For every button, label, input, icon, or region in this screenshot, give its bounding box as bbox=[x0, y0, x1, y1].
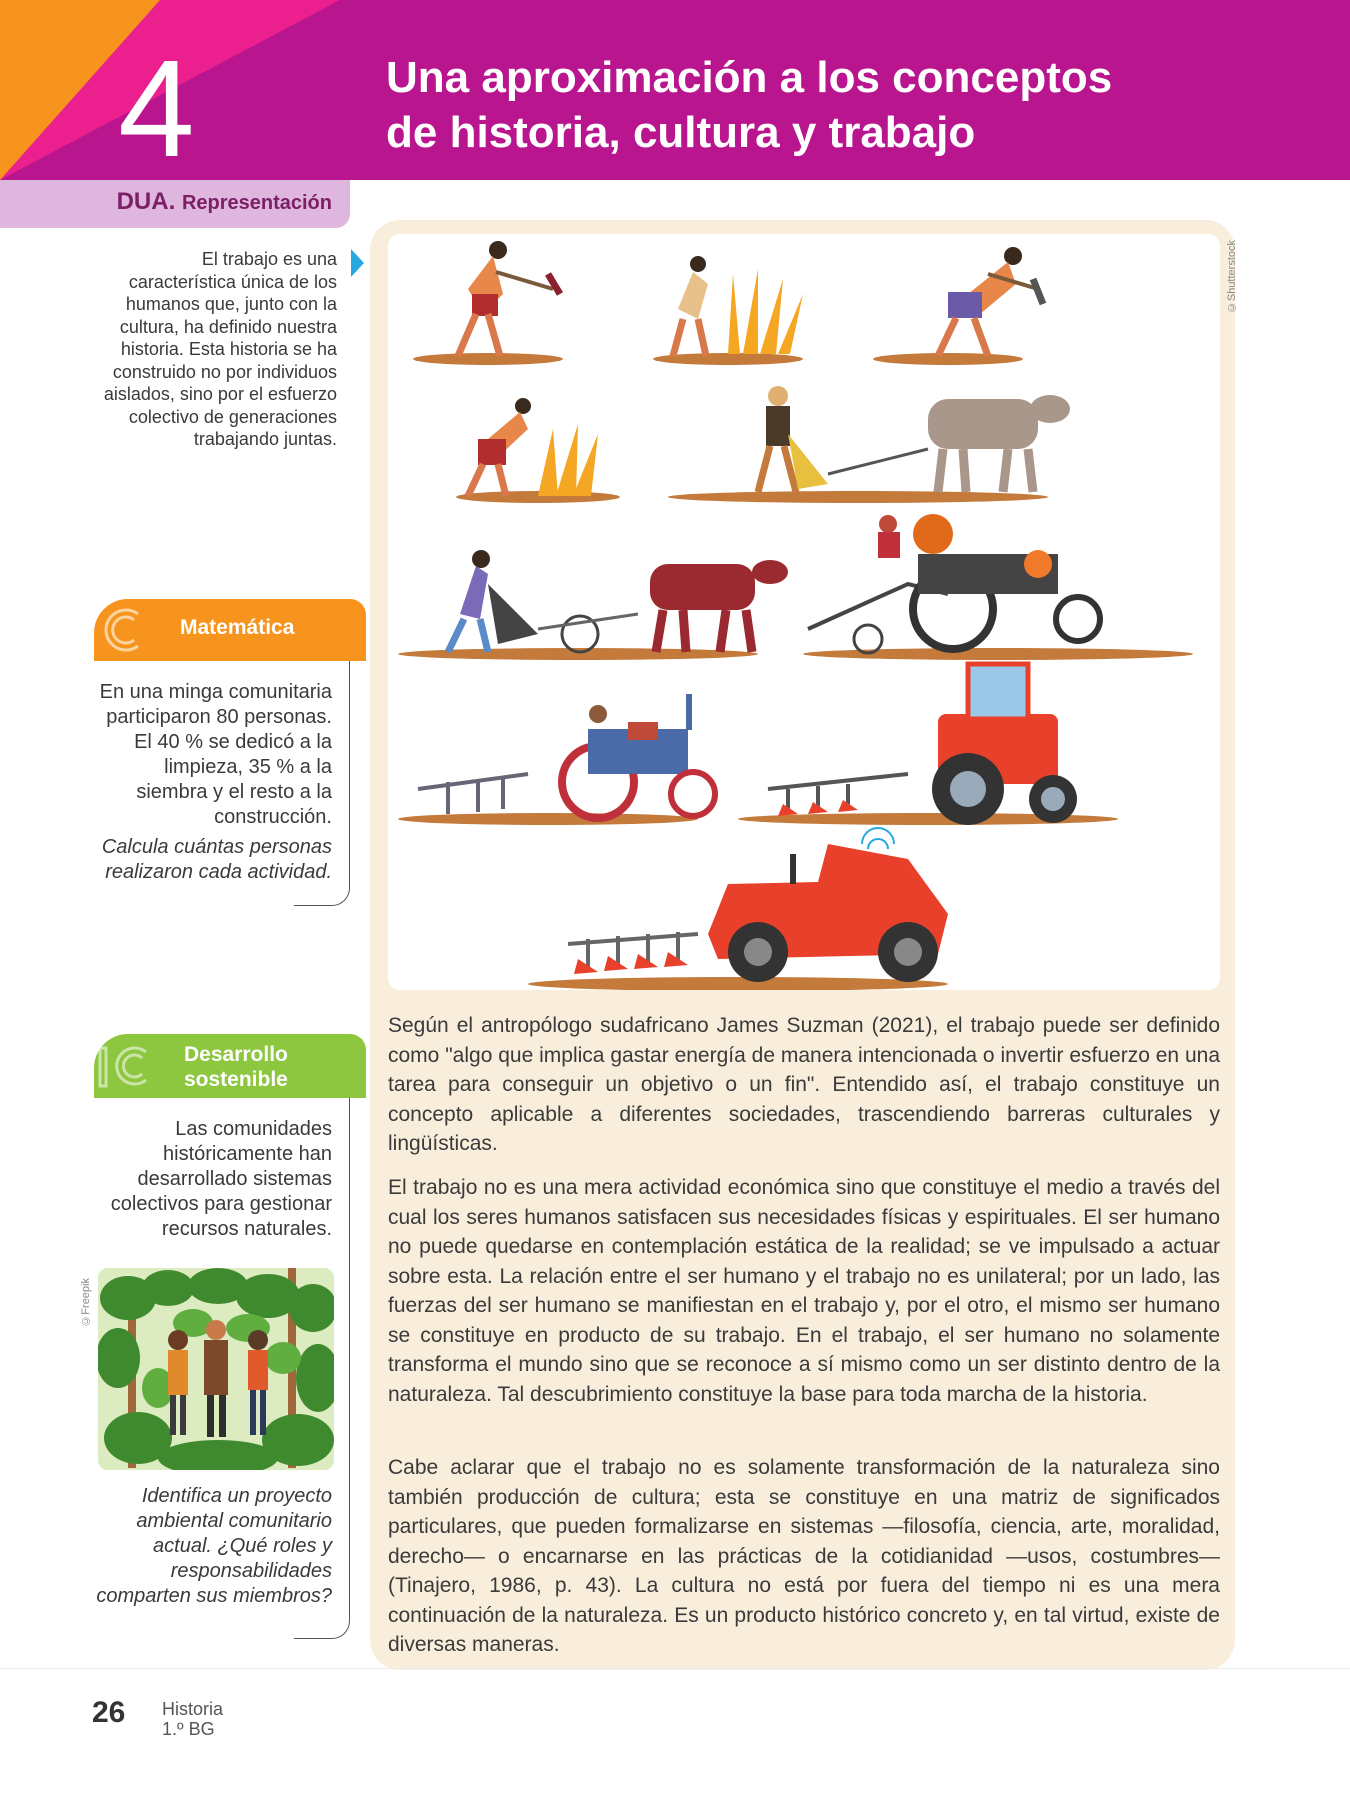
desarrollo-title bbox=[184, 1042, 288, 1092]
matematica-c-icon bbox=[98, 604, 150, 656]
autonomous-tractor-figure bbox=[528, 828, 948, 990]
matematica-text: En una minga comunitaria participaron 80 personas. El 40 % se dedicó a la limpieza, 35 % a la siembra y el resto a la construcción. bbox=[99, 681, 332, 828]
desarrollo-ic-icon bbox=[94, 1040, 154, 1092]
dua-label bbox=[117, 188, 332, 216]
community-farmers-image bbox=[98, 1268, 334, 1470]
farmer-wheat-figure bbox=[653, 256, 803, 365]
paragraph-2: El trabajo no es una mera actividad económica sino que constituye el medio a través del cual los seres humanos satisfacen sus necesidades físicas y espirituales. El ser humano no puede quedarse en contemplación estática de la realidad; se ve impulsado a actuar sobre esta. La relación entre el ser humano y el trabajo no es unilateral; por un lado, las fuerzas del ser humano se manifiestan en el trabajo y, por el otro, el mismo ser humano se constituye en producto de su trabajo. En el trabajo, el ser humano no solamente transforma el mundo sino que se reconoce a sí mismo como un ser distinto dentro de la naturaleza. Tal descubrimiento constituye la base para toda marcha de la historia. bbox=[388, 1176, 1220, 1406]
farmer-pick-figure bbox=[873, 247, 1043, 365]
farmer-sickle-figure bbox=[456, 398, 620, 503]
farming-evolution-image bbox=[388, 234, 1220, 990]
footer-grade: 1.º BG bbox=[162, 1719, 215, 1739]
dua-label-text: Representación bbox=[181, 192, 332, 214]
dua-tab bbox=[0, 180, 350, 228]
work-evolution-illustration bbox=[388, 234, 1220, 990]
old-tractor-figure bbox=[803, 514, 1193, 660]
shutterstock-credit: ©Shutterstock bbox=[1226, 240, 1238, 314]
dua-text: El trabajo es una característica única de los humanos que, junto con la cultura, ha definido nuestra historia. Esta historia se ha construido no por individuos aislados, sino por el esfuerzo colectivo de generaciones trabajando juntas. bbox=[103, 249, 337, 449]
pointer-arrow-icon bbox=[351, 249, 364, 277]
dua-label-bold: DUA. bbox=[116, 188, 176, 215]
paragraph-3: Cabe aclarar que el trabajo no es solamente transformación de la naturaleza sino también producción de cultura; esta se constituye en una matriz de significados particulares, que pueden formalizarse en sistemas —filosofía, ciencia, arte, moralidad, derecho— o encarnarse en las prácticas de la cotidianidad —usos, costumbres— (Tinajero, 1986, p. 43). La cultura no está por fuera del tiempo ni es una mera continuación de la naturaleza. Es un producto histórico concreto y, en tal virtud, existe de diversas maneras. bbox=[388, 1456, 1220, 1656]
blue-tractor-figure bbox=[398, 694, 715, 825]
footer-divider bbox=[0, 1668, 1350, 1669]
chapter-title bbox=[386, 50, 1286, 160]
desarrollo-text: Las comunidades históricamente han desarrollado sistemas colectivos para gestionar recursos naturales. bbox=[110, 1118, 332, 1240]
matematica-question: Calcula cuántas personas realizaron cada actividad. bbox=[101, 836, 332, 883]
farmer-hoe-figure bbox=[413, 241, 563, 365]
freepik-credit: ©Freepik bbox=[80, 1278, 92, 1327]
chapter-number: 4 bbox=[118, 32, 195, 180]
footer-subject: Historia bbox=[162, 1699, 224, 1719]
matematica-title: Matemática bbox=[180, 616, 295, 639]
desarrollo-title-line-2: sostenible bbox=[184, 1068, 288, 1091]
desarrollo-title-line-1: Desarrollo bbox=[184, 1043, 288, 1066]
red-tractor-figure bbox=[738, 664, 1118, 825]
horse-plough-figure bbox=[398, 550, 788, 660]
desarrollo-question: Identifica un proyecto ambiental comunitario actual. ¿Qué roles y responsabilidades comparten sus miembros? bbox=[96, 1485, 332, 1607]
paragraph-1: Según el antropólogo sudafricano James Suzman (2021), el trabajo puede ser definido como "algo que implica gastar energía de manera intencionada o invertir esfuerzo en una tarea para conseguir un objetivo o un fin". Entendido así, el trabajo constituye un concepto aplicable a diferentes sociedades, trascendiendo barreras culturales y lingüísticas. bbox=[388, 1014, 1220, 1155]
desarrollo-header bbox=[94, 1034, 366, 1098]
chapter-title-line-2: de historia, cultura y trabajo bbox=[386, 108, 976, 157]
community-illustration bbox=[98, 1268, 334, 1470]
matematica-header bbox=[94, 599, 366, 661]
page-number: 26 bbox=[92, 1696, 126, 1729]
chapter-title-line-1: Una aproximación a los conceptos bbox=[386, 53, 1113, 102]
ox-plough-figure bbox=[668, 386, 1070, 503]
chapter-header bbox=[0, 0, 1350, 180]
